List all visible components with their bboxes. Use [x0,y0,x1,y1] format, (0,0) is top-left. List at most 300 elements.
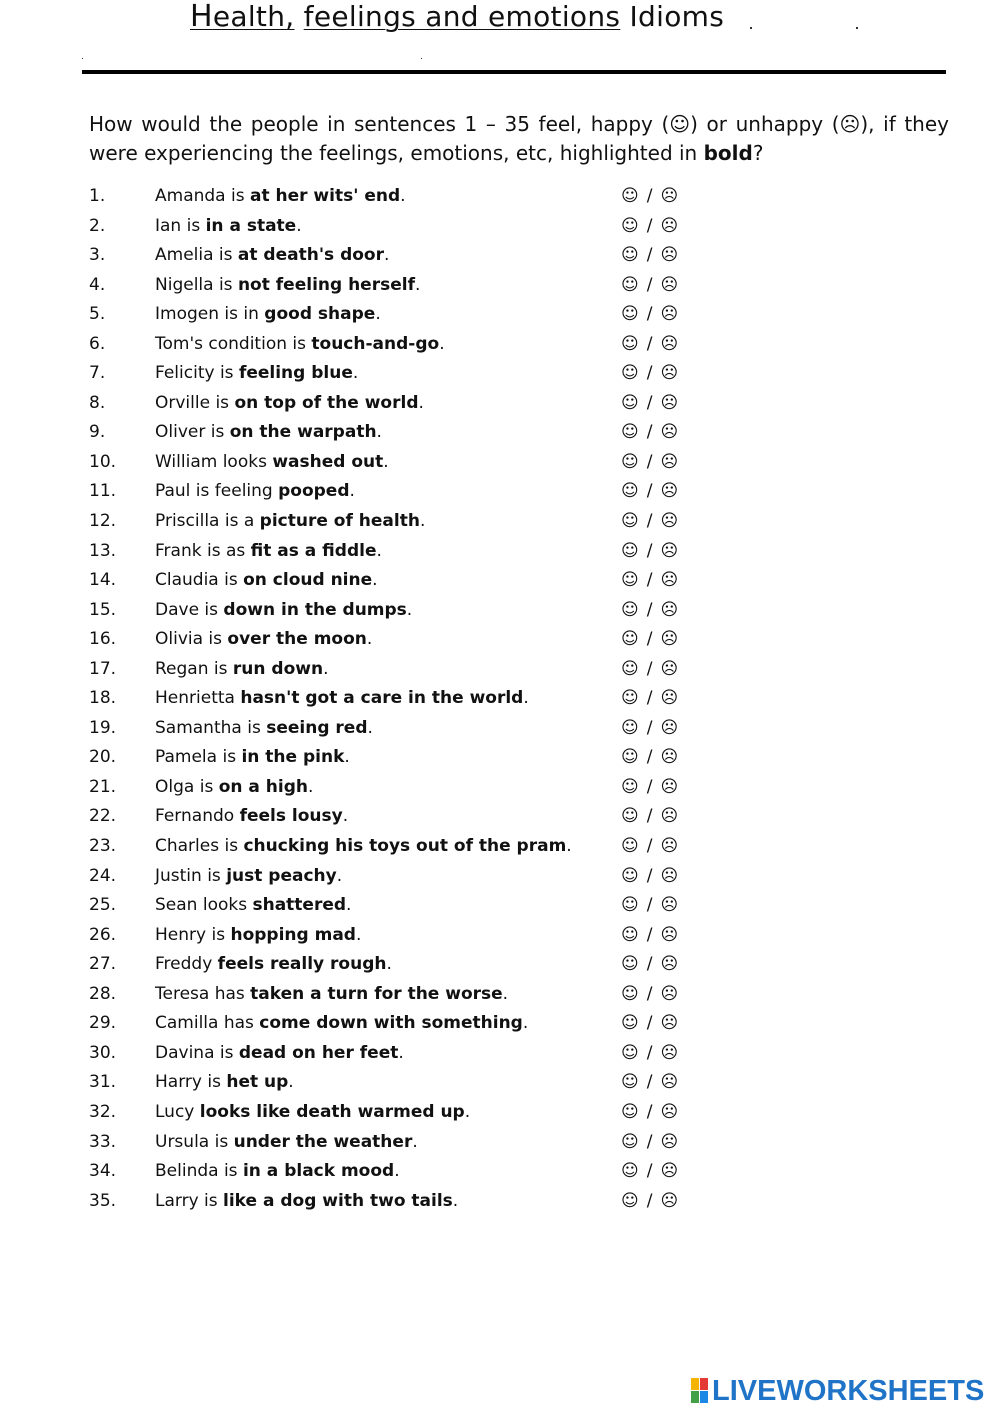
answer-choices [621,1068,678,1098]
item-suffix: . [372,570,378,591]
happy-face-icon[interactable]: ☺ [621,333,639,354]
item-prefix: Olga is [155,776,219,797]
answer-choices [621,1039,678,1069]
answer-choices [621,271,678,301]
answer-choices [621,773,678,803]
item-prefix: Olivia is [155,629,228,650]
choice-separator: / [646,392,653,413]
item-prefix: Claudia is [155,570,244,591]
sad-face-icon[interactable]: ☹ [660,1131,679,1152]
happy-face-icon[interactable]: ☺ [621,924,639,945]
item-number: 27. [89,954,117,975]
worksheet-title [190,0,890,34]
item-idiom: het up [226,1072,289,1093]
choice-separator: / [646,717,653,738]
item-number: 29. [89,1013,117,1034]
liveworksheets-logo-icon [691,1378,709,1404]
choice-separator: / [646,895,653,916]
choice-separator: / [646,954,653,975]
happy-face-icon[interactable]: ☺ [621,1042,639,1063]
item-suffix: . [452,1190,459,1211]
item-prefix: Ursula is [155,1131,234,1152]
happy-face-icon[interactable]: ☺ [621,717,639,738]
item-prefix: Felicity is [155,363,239,384]
sad-face-icon: ☹ [839,112,861,136]
choice-separator: / [646,747,653,768]
choice-separator: / [646,1101,653,1122]
item-suffix: . [400,186,406,206]
item-idiom: in a black mood [242,1161,395,1182]
item-sentence [155,271,420,301]
item-number: 13. [89,540,117,561]
item-suffix: . [346,895,352,916]
answer-choices [621,655,678,685]
choice-separator: / [646,304,653,325]
item-sentence [155,655,328,685]
answer-choices [621,950,678,980]
item-suffix: . [366,629,373,650]
item-suffix: . [412,1131,418,1152]
answer-choices [621,448,678,478]
item-idiom: like a dog with two tails [223,1190,453,1211]
item-sentence [155,1157,400,1187]
happy-face-icon[interactable]: ☺ [621,363,639,384]
sad-face-icon[interactable]: ☹ [660,215,679,236]
answer-choices [621,566,678,596]
happy-face-icon[interactable]: ☺ [621,895,639,916]
sad-face-icon[interactable]: ☹ [660,274,679,295]
item-prefix: Henry is [155,924,231,945]
choice-separator: / [646,333,653,354]
item-idiom: fit as a fiddle [250,540,377,561]
answer-choices [621,980,678,1010]
choice-separator: / [646,245,653,266]
item-number: 7. [89,363,106,384]
item-idiom: run down [232,658,324,679]
happy-face-icon[interactable]: ☺ [621,806,639,827]
instructions-text-4: ? [752,141,764,165]
item-sentence [155,448,389,478]
item-idiom: seeing red [266,717,368,738]
item-sentence [155,1187,458,1217]
answer-choices [621,300,678,330]
sad-face-icon[interactable]: ☹ [660,895,679,916]
item-sentence [155,596,412,626]
instructions-bold-word: bold [703,141,753,165]
item-idiom: washed out [272,451,384,472]
sad-face-icon[interactable]: ☹ [660,540,679,561]
item-suffix: . [376,540,382,561]
item-suffix: . [323,658,329,679]
item-suffix: . [414,274,421,295]
item-idiom: good shape [264,304,376,325]
sad-face-icon[interactable]: ☹ [660,304,679,325]
item-sentence [155,862,342,892]
sad-face-icon[interactable]: ☹ [660,776,679,797]
stray-dot [82,58,83,59]
instructions-text-2: ) or unhappy ( [690,112,840,136]
sad-face-icon[interactable]: ☹ [660,511,679,532]
item-suffix: . [355,924,362,945]
choice-separator: / [646,924,653,945]
item-idiom: on top of the world [234,392,419,413]
sad-face-icon[interactable]: ☹ [660,688,679,709]
item-number: 33. [89,1131,117,1152]
item-number: 9. [89,422,106,443]
choice-separator: / [646,215,653,236]
item-idiom: feels really rough [217,954,387,975]
item-sentence [155,1009,528,1039]
item-number: 16. [89,629,117,650]
item-idiom: on a high [218,776,308,797]
item-number: 23. [89,836,117,857]
item-prefix: Justin is [155,865,227,886]
item-sentence [155,477,355,507]
item-number: 32. [89,1101,117,1122]
item-suffix: . [296,215,302,236]
sad-face-icon[interactable]: ☹ [660,924,679,945]
answer-choices [621,1187,678,1217]
instructions-text-1: How would the people in sentences 1 – 35 feel, happy ( [89,112,670,136]
item-idiom: on cloud nine [243,570,373,591]
answer-choices [621,389,678,419]
sad-face-icon[interactable]: ☹ [660,451,679,472]
answer-choices [621,596,678,626]
item-number: 26. [89,924,117,945]
choice-separator: / [646,363,653,384]
sad-face-icon[interactable]: ☹ [660,1101,679,1122]
sad-face-icon[interactable]: ☹ [660,570,679,591]
item-prefix: Freddy [155,954,218,975]
answer-choices [621,330,678,360]
item-suffix: . [522,1013,529,1034]
happy-face-icon[interactable]: ☺ [621,1072,639,1093]
happy-face-icon[interactable]: ☺ [621,245,639,266]
item-suffix: . [418,392,424,413]
item-prefix: Imogen is in [155,304,265,325]
item-number: 20. [89,747,117,768]
choice-separator: / [646,511,653,532]
sad-face-icon[interactable]: ☹ [660,392,679,413]
item-number: 6. [89,333,106,354]
item-suffix: . [349,481,355,502]
item-number: 30. [89,1042,117,1063]
item-suffix: . [566,836,572,857]
item-prefix: Belinda is [155,1161,243,1182]
item-prefix: Harry is [155,1072,227,1093]
choice-separator: / [646,570,653,591]
instructions-text-3: ), if they were experiencing the feelings, emotions, etc, highlighted in [89,112,949,165]
choice-separator: / [646,688,653,709]
item-number: 10. [89,451,117,472]
happy-face-icon[interactable]: ☺ [621,1013,639,1034]
item-number: 14. [89,570,117,591]
sad-face-icon[interactable]: ☹ [660,1161,679,1182]
answer-choices [621,1098,678,1128]
sad-face-icon[interactable]: ☹ [660,865,679,886]
item-idiom: feeling blue [238,363,353,384]
item-sentence [155,418,382,448]
item-number: 12. [89,511,117,532]
item-idiom: hopping mad [230,924,356,945]
choice-separator: / [646,658,653,679]
sad-face-icon[interactable]: ☹ [660,747,679,768]
item-suffix: . [383,451,389,472]
item-prefix: Nigella is [155,274,238,295]
item-sentence [155,1068,294,1098]
item-prefix: Frank is as [155,540,251,561]
item-sentence [155,300,381,330]
item-idiom: down in the dumps [223,599,407,620]
item-suffix: . [336,865,343,886]
happy-face-icon[interactable]: ☺ [621,481,639,502]
choice-separator: / [646,1190,653,1211]
item-number: 34. [89,1161,117,1182]
item-number: 19. [89,717,117,738]
item-sentence [155,507,425,537]
item-sentence [155,537,382,567]
item-sentence [155,773,313,803]
choice-separator: / [646,1161,653,1182]
choice-separator: / [646,806,653,827]
sad-face-icon[interactable]: ☹ [660,333,679,354]
item-suffix: . [288,1072,294,1093]
item-prefix: Sean looks [155,895,253,916]
sad-face-icon[interactable]: ☹ [660,186,679,206]
answer-choices [621,477,678,507]
choice-separator: / [646,983,653,1004]
happy-face-icon[interactable]: ☺ [621,836,639,857]
item-sentence [155,832,572,862]
answer-choices [621,891,678,921]
choice-separator: / [646,540,653,561]
sad-face-icon[interactable]: ☹ [660,806,679,827]
choice-separator: / [646,274,653,295]
item-idiom: at her wits' end [249,186,401,206]
item-prefix: Oliver is [155,422,230,443]
item-number: 24. [89,865,117,886]
item-number: 1. [89,186,106,206]
item-suffix: . [383,245,390,266]
sad-face-icon[interactable]: ☹ [660,599,679,620]
item-number: 21. [89,776,117,797]
sad-face-icon[interactable]: ☹ [660,629,679,650]
item-idiom: taken a turn for the worse [250,983,503,1004]
item-prefix: Amanda is [155,186,250,206]
item-prefix: Charles is [155,836,244,857]
item-number: 17. [89,658,117,679]
sad-face-icon[interactable]: ☹ [660,422,679,443]
choice-separator: / [646,186,653,206]
item-idiom: hasn't got a care in the world [240,688,524,709]
item-number: 5. [89,304,106,325]
item-sentence [155,684,529,714]
sad-face-icon[interactable]: ☹ [660,836,679,857]
happy-face-icon[interactable]: ☺ [621,304,639,325]
item-sentence [155,980,508,1010]
item-idiom: not feeling herself [237,274,415,295]
item-suffix: . [386,954,392,975]
item-prefix: Camilla has [155,1013,260,1034]
happy-face-icon[interactable]: ☺ [621,422,639,443]
happy-face-icon[interactable]: ☺ [621,599,639,620]
item-sentence [155,212,302,242]
item-sentence [155,921,361,951]
item-suffix: . [464,1101,471,1122]
happy-face-icon[interactable]: ☺ [621,688,639,709]
item-sentence [155,566,378,596]
item-number: 3. [89,245,106,266]
happy-face-icon[interactable]: ☺ [621,1161,639,1182]
sad-face-icon[interactable]: ☹ [660,1013,679,1034]
item-prefix: Tom's condition is [155,333,312,354]
item-suffix: . [406,599,413,620]
happy-face-icon[interactable]: ☺ [621,540,639,561]
choice-separator: / [646,865,653,886]
item-idiom: on the warpath [229,422,377,443]
item-suffix: . [352,363,359,384]
item-number: 2. [89,215,106,236]
answer-choices [621,241,678,271]
answer-choices [621,418,678,448]
sad-face-icon[interactable]: ☹ [660,1072,679,1093]
item-sentence [155,1128,418,1158]
answer-choices [621,684,678,714]
choice-separator: / [646,1131,653,1152]
stray-dot [856,27,858,29]
item-suffix: . [376,422,382,443]
item-sentence [155,950,392,980]
sad-face-icon[interactable]: ☹ [660,954,679,975]
stray-dot [750,27,752,29]
item-suffix: . [375,304,381,325]
item-prefix: Larry is [155,1190,224,1211]
item-prefix: Dave is [155,599,224,620]
happy-face-icon[interactable]: ☺ [621,215,639,236]
item-idiom: picture of health [259,511,420,532]
choice-separator: / [646,451,653,472]
item-number: 8. [89,392,106,413]
item-prefix: Amelia is [155,245,238,266]
choice-separator: / [646,836,653,857]
item-number: 4. [89,274,106,295]
answer-choices [621,359,678,389]
item-number: 15. [89,599,117,620]
item-sentence [155,389,424,419]
item-idiom: in the pink [241,747,345,768]
happy-face-icon[interactable]: ☺ [621,186,639,206]
sad-face-icon[interactable]: ☹ [660,363,679,384]
answer-choices [621,921,678,951]
item-prefix: Teresa has [155,983,251,1004]
answer-choices [621,1128,678,1158]
item-prefix: Ian is [155,215,206,236]
item-suffix: . [523,688,529,709]
happy-face-icon[interactable]: ☺ [621,776,639,797]
item-suffix: . [344,747,350,768]
instructions [89,110,949,168]
happy-face-icon[interactable]: ☺ [621,658,639,679]
item-sentence [155,330,445,360]
item-sentence [155,714,373,744]
sad-face-icon[interactable]: ☹ [660,1190,679,1211]
happy-face-icon[interactable]: ☺ [621,451,639,472]
choice-separator: / [646,1013,653,1034]
liveworksheets-logo [691,1376,984,1406]
happy-face-icon[interactable]: ☺ [621,865,639,886]
happy-face-icon[interactable]: ☺ [621,983,639,1004]
item-prefix: Henrietta [155,688,241,709]
sad-face-icon[interactable]: ☹ [660,983,679,1004]
answer-choices [621,212,678,242]
item-sentence [155,182,406,212]
item-suffix: . [308,776,314,797]
stray-dot [421,58,422,59]
happy-face-icon[interactable]: ☺ [621,1131,639,1152]
item-idiom: just peachy [226,865,337,886]
item-sentence [155,625,372,655]
happy-face-icon[interactable]: ☺ [621,1101,639,1122]
item-number: 35. [89,1190,117,1211]
choice-separator: / [646,599,653,620]
happy-face-icon[interactable]: ☺ [621,1190,639,1211]
answer-choices [621,743,678,773]
item-idiom: shattered [252,895,347,916]
item-number: 11. [89,481,117,502]
item-prefix: Pamela is [155,747,242,768]
sad-face-icon[interactable]: ☹ [660,658,679,679]
item-sentence [155,359,358,389]
item-suffix: . [367,717,373,738]
title-part2: feelings and emotions [303,0,621,33]
answer-choices [621,1009,678,1039]
item-idiom: dead on her feet [238,1042,399,1063]
happy-face-icon[interactable]: ☺ [621,570,639,591]
item-sentence [155,1039,404,1069]
item-suffix: . [342,806,349,827]
sad-face-icon[interactable]: ☹ [660,717,679,738]
item-sentence [155,802,348,832]
item-idiom: looks like death warmed up [199,1101,465,1122]
item-idiom: chucking his toys out of the pram [243,836,567,857]
sad-face-icon[interactable]: ☹ [660,245,679,266]
item-number: 25. [89,895,117,916]
item-prefix: Orville is [155,392,235,413]
happy-face-icon[interactable]: ☺ [621,511,639,532]
choice-separator: / [646,1042,653,1063]
happy-face-icon[interactable]: ☺ [621,747,639,768]
sad-face-icon[interactable]: ☹ [660,481,679,502]
happy-face-icon: ☺ [669,112,691,136]
item-prefix: Samantha is [155,717,267,738]
happy-face-icon[interactable]: ☺ [621,954,639,975]
happy-face-icon[interactable]: ☺ [621,629,639,650]
item-prefix: Regan is [155,658,233,679]
answer-choices [621,182,678,212]
item-sentence [155,241,389,271]
item-prefix: Davina is [155,1042,239,1063]
item-idiom: at death's door [237,245,384,266]
item-prefix: William looks [155,451,273,472]
happy-face-icon[interactable]: ☺ [621,392,639,413]
item-idiom: in a state [205,215,297,236]
item-idiom: under the weather [233,1131,413,1152]
choice-separator: / [646,1072,653,1093]
header-rule [82,70,946,74]
happy-face-icon[interactable]: ☺ [621,274,639,295]
sad-face-icon[interactable]: ☹ [660,1042,679,1063]
item-suffix: . [394,1161,400,1182]
